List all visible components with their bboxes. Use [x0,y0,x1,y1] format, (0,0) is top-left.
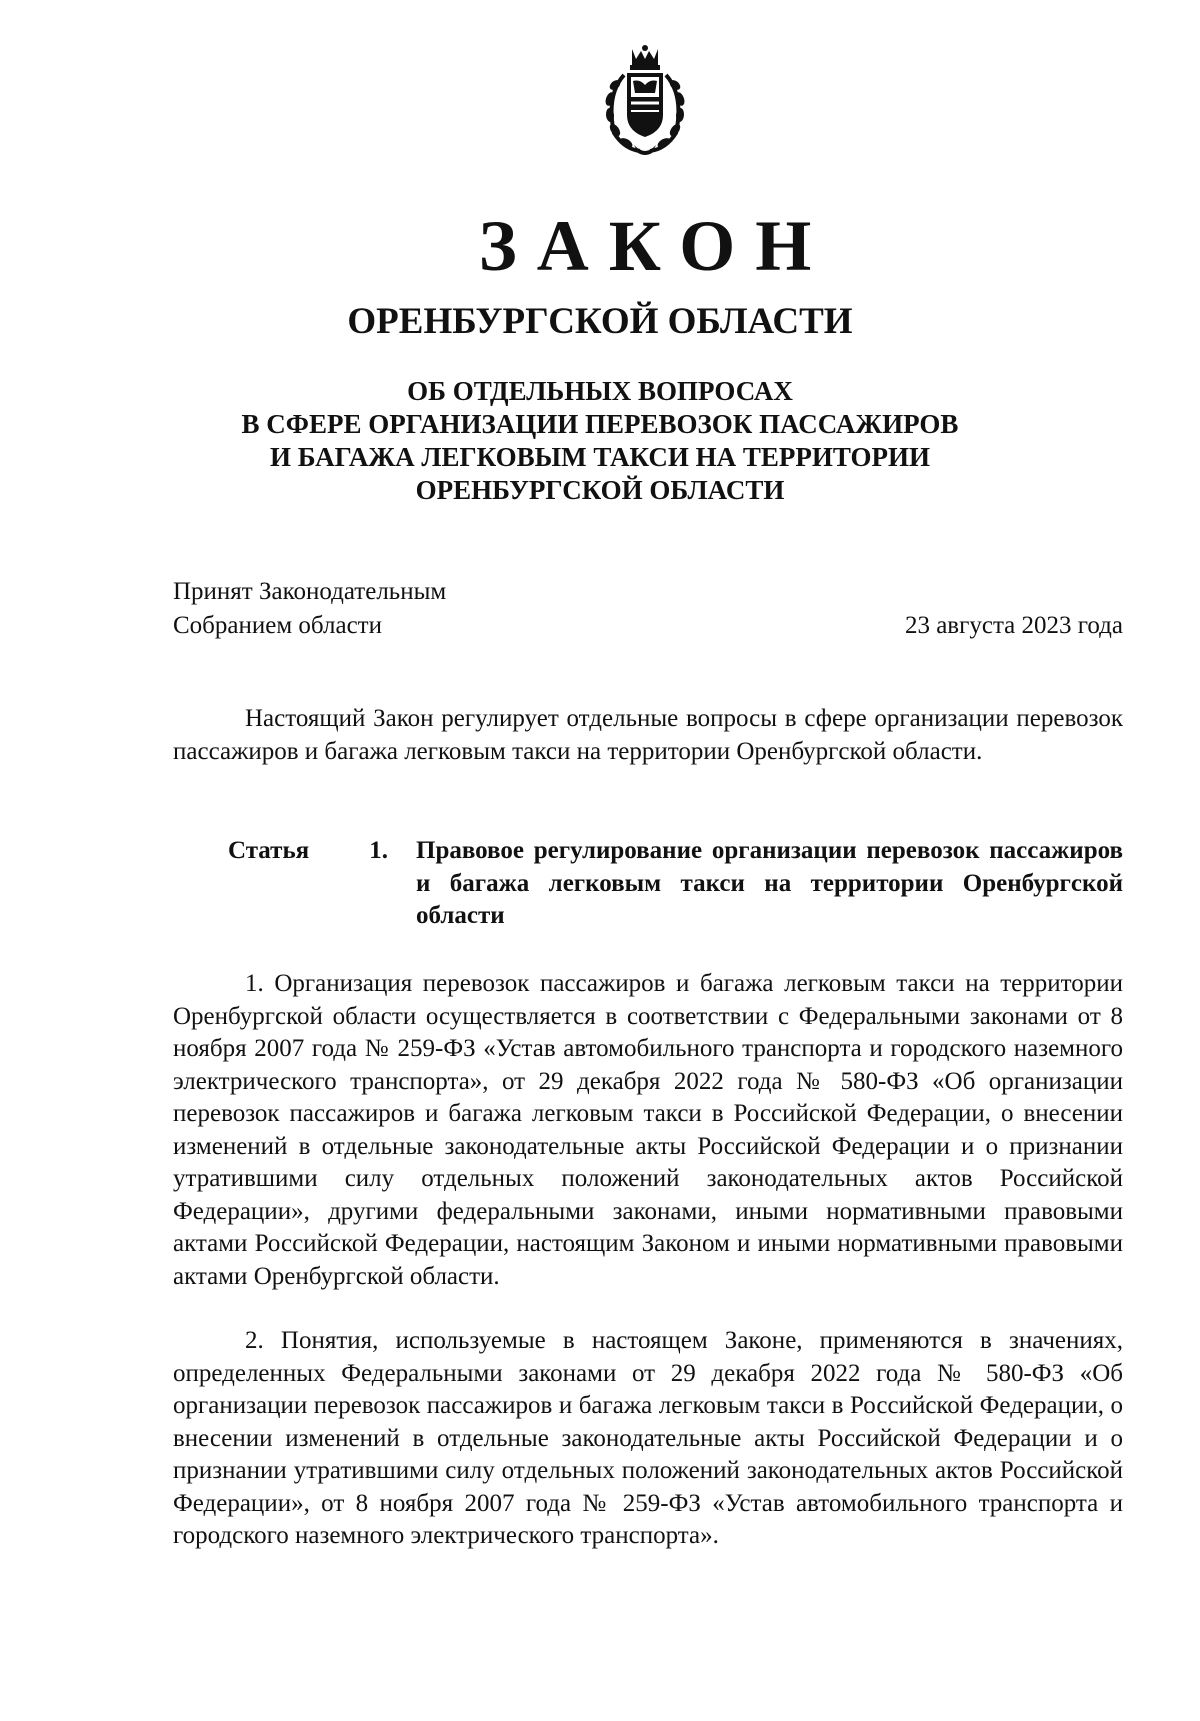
region-title: ОРЕНБУРГСКОЙ ОБЛАСТИ [347,301,853,342]
subject-line: ОБ ОТДЕЛЬНЫХ ВОПРОСАХ [407,376,793,406]
article-title: Правовое регулирование организации перевозок пассажиров и багажа легковым такси на территории Оренбургской области [416,837,1123,929]
article-number: 1. [369,837,388,864]
subject-line: И БАГАЖА ЛЕГКОВЫМ ТАКСИ НА ТЕРРИТОРИИ [269,442,931,472]
article-label [228,835,388,868]
coat-of-arms-icon [600,45,690,157]
adoption-block [173,575,1123,643]
law-title: ЗАКОН [478,206,832,286]
article-heading [228,835,1123,933]
adoption-line: Принят Законодательным [173,578,447,605]
subject-line: В СФЕРЕ ОРГАНИЗАЦИИ ПЕРЕВОЗОК ПАССАЖИРОВ [241,409,959,439]
article-paragraph: 1. Организация перевозок пассажиров и багажа легковым такси на территории Оренбургской области осуществляется в соответствии с Федеральными законами от 8 ноября 2007 года № 259-ФЗ «Устав автомобильного транспорта и городского наземного электрического транспорта», от 29 декабря 2022 года № 580-ФЗ «Об организации перевозок пассажиров и багажа легковым такси в Российской Федерации, о внесении изменений в отдельные законодательные акты Российской Федерации и о признании утратившими силу отдельных положений законодательных актов Российской Федерации», другими федеральными законами, иными нормативными правовыми актами Российской Федерации, настоящим Законом и иными нормативными правовыми актами Оренбургской области. [173,970,1123,1290]
adoption-date: 23 августа 2023 года [904,612,1123,639]
intro-paragraph: Настоящий Закон регулирует отдельные вопросы в сфере организации перевозок пассажиров и багажа легковым такси на территории Оренбургской области. [173,705,1123,765]
subject-line: ОРЕНБУРГСКОЙ ОБЛАСТИ [415,475,785,505]
article-paragraph: 2. Понятия, используемые в настоящем Законе, применяются в значениях, определенных Федеральными законами от 29 декабря 2022 года № 580-ФЗ «Об организации перевозок пассажиров и багажа легковым такси в Российской Федерации, о внесении изменений в отдельные законодательные акты Российской Федерации и о признании утратившими силу отдельных положений законодательных актов Российской Федерации», от 8 ноября 2007 года № 259-ФЗ «Устав автомобильного транспорта и городского наземного электрического транспорта». [173,1327,1123,1549]
law-subject [0,375,1200,507]
article-word: Статья [228,837,310,864]
adoption-line: Собранием области [173,612,382,639]
